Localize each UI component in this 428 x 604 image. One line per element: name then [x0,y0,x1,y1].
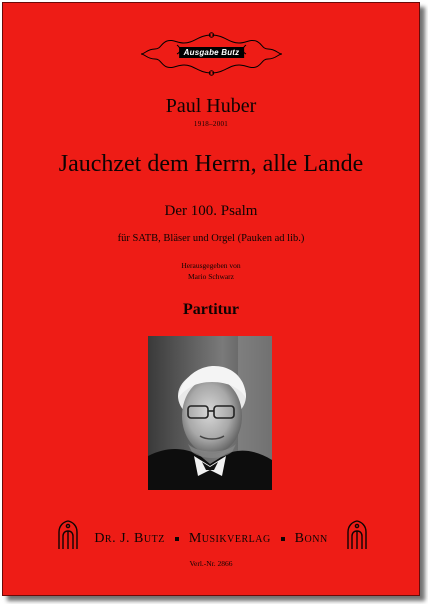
composer-portrait-image [148,336,272,490]
composer-name: Paul Huber [165,95,257,117]
edition-label: Ausgabe Butz [179,47,245,58]
separator-dot [175,537,179,541]
composer-dates: 1918–2001 [193,120,229,128]
publisher-type: Musikverlag [188,531,271,546]
edition-ornament [139,31,284,77]
editor-label: Herausgegeben von [181,261,241,270]
composer-portrait [148,336,272,490]
work-title: Jauchzet dem Herrn, alle Lande [58,151,364,177]
score-type: Partitur [183,301,239,318]
publisher-name: Dr. J. Butz [94,531,165,546]
catalog-number: Verl.-Nr. 2866 [189,559,233,568]
publisher-city: Bonn [294,531,328,546]
cover-page [2,2,420,596]
editor-name: Mario Schwarz [187,272,235,281]
church-window-emblem-icon [346,520,368,550]
separator-dot [281,537,285,541]
scoring-line: für SATB, Bläser und Orgel (Pauken ad lib.) [117,233,305,244]
work-subtitle: Der 100. Psalm [164,203,258,219]
